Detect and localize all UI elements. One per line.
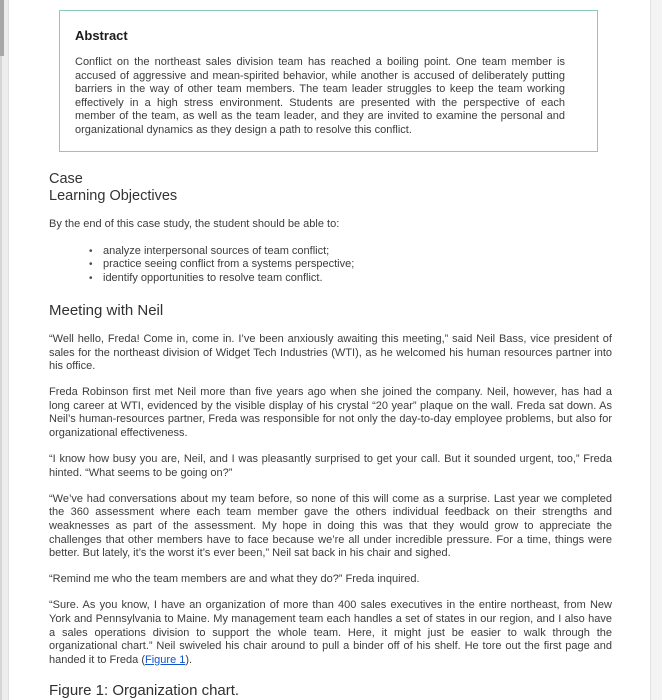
meeting-with-neil-heading: Meeting with Neil <box>49 302 164 320</box>
objective-text: practice seeing conflict from a systems perspective; <box>103 258 355 271</box>
paragraph-with-link <box>49 599 612 667</box>
right-gutter <box>650 0 662 700</box>
case-heading-block <box>49 171 612 206</box>
objectives-list <box>89 245 612 286</box>
abstract-text: Conflict on the northeast sales division team has reached a boiling point. One team member is accused of aggressive and mean-spirited behavior, while another is accused of deliberately putting barriers in the way of other team members. The team leader struggles to keep the team working effectively in a high stress environment. Students are presented with the perspective of each member of the team, as well as the team leader, and they are invited to examine the personal and organizational dynamics as they design a path to resolve this conflict. <box>75 56 565 136</box>
case-heading: Case <box>49 170 83 187</box>
paragraph: “I know how busy you are, Neil, and I was pleasantly surprised to get your call. But it sounded urgent, too,” Freda hinted. “What seems to be going on?” <box>49 453 612 479</box>
left-gutter-scroll-handle <box>0 0 4 56</box>
bullet-icon: • <box>89 245 93 257</box>
objective-item <box>89 245 612 259</box>
paragraph: “Well hello, Freda! Come in, come in. I’ve been anxiously awaiting this meeting,” said Neil Bass, vice president of sales for the northeast division of Widget Tech Industries (WTI), as he welcomed his human resources partner into his office. <box>49 332 612 373</box>
paragraph: “Remind me who the team members are and what they do?” Freda inquired. <box>49 573 420 586</box>
abstract-box <box>59 10 598 152</box>
left-gutter-track <box>0 56 2 700</box>
objective-text: identify opportunities to resolve team conflict. <box>103 271 323 284</box>
objective-item <box>89 272 612 286</box>
page-content <box>9 0 650 700</box>
paragraph: “We’ve had conversations about my team before, so none of this will come as a surprise. Last year we completed the 360 assessment where each team member gave the others individual feedback on their strengths and weaknesses as part of the assessment. My hope in doing this was that they would grow to appreciate the challenges that other members have to face because we’re all under incredible pressure. For a time, things were better. But lately, it’s the worst it’s ever been,” Neil sat back in his chair and sighed. <box>49 492 612 560</box>
bullet-icon: • <box>89 272 93 284</box>
objective-item <box>89 258 612 272</box>
figure-caption: Figure 1: Organization chart. <box>49 682 240 700</box>
figure-1-link[interactable]: Figure 1 <box>145 653 186 666</box>
left-gutter <box>0 0 9 700</box>
paragraph-text: ). <box>185 653 193 666</box>
abstract-heading: Abstract <box>75 28 128 43</box>
bullet-icon: • <box>89 259 93 271</box>
learning-objectives-heading: Learning Objectives <box>49 188 178 205</box>
paragraph: Freda Robinson first met Neil more than five years ago when she joined the company. Neil, however, has had a long career at WTI, evidenced by the visible display of his crystal “20 year” plaque on the wall. Freda sat down. As Neil’s human-resources partner, Freda was responsible for not only the day-to-day employee problems, but also for organizational effectiveness. <box>49 386 612 439</box>
paragraph-text: “Sure. As you know, I have an organization of more than 400 sales executives in the entire northeast, from New York and Pennsylvania to Maine. My management team each handles a set of states in our region, and I also have a sales operations division to support the whole team. Here, it might just be easier to walk through the organizational chart.” Neil swiveled his chair around to pull a binder off of his shelf. He tore out the first page and handed it to Freda ( <box>49 599 612 666</box>
objectives-intro: By the end of this case study, the student should be able to: <box>49 218 340 231</box>
objective-text: analyze interpersonal sources of team conflict; <box>103 244 330 257</box>
